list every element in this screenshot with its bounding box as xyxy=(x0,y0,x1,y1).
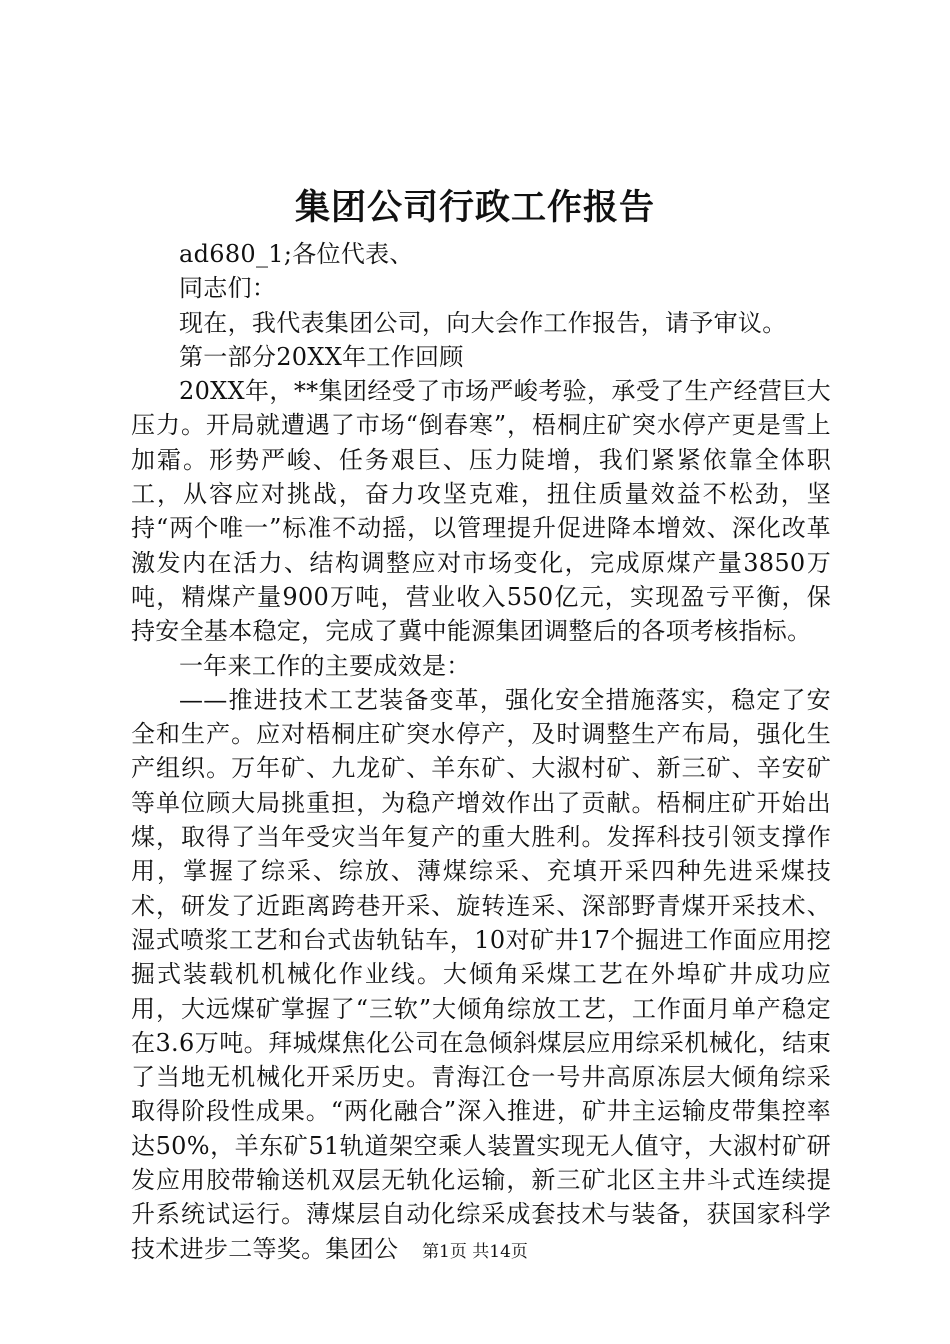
greeting-line: 同志们： xyxy=(179,274,277,303)
body-paragraph: 现在，我代表集团公司，向大会作工作报告，请予审议。 xyxy=(179,308,787,337)
document-title: 集团公司行政工作报告 xyxy=(294,188,655,228)
page-number-footer: 第1页 共14页 xyxy=(422,1242,528,1262)
document-body xyxy=(131,237,831,1266)
section-heading: 第一部分20XX年工作回顾 xyxy=(179,342,464,371)
body-paragraph: ——推进技术工艺装备变革，强化安全措施落实，稳定了安全和生产。应对梧桐庄矿突水停产，及时调整生产布局，强化生产组织。万年矿、九龙矿、羊东矿、大淑村矿、新三矿、辛安矿等单位顾大局挑重担，为稳产增效作出了贡献。梧桐庄矿开始出煤，取得了当年受灾当年复产的重大胜利。发挥科技引领支撑作用，掌握了综采、综放、薄煤综采、充填开采四种先进采煤技术，研发了近距离跨巷开采、旋转连采、深部野青煤开采技术、湿式喷浆工艺和台式齿轨钻车，10对矿井17个掘进工作面应用挖掘式装载机机械化作业线。大倾角采煤工艺在外埠矿井成功应用，大远煤矿掌握了“三软”大倾角综放工艺，工作面月单产稳定在3.6万吨。拜城煤焦化公司在急倾斜煤层应用综采机械化，结束了当地无机械化开采历史。青海江仓一号井高原冻层大倾角综采取得阶段性成果。“两化融合”深入推进，矿井主运输皮带集控率达50%，羊东矿51轨道架空乘人装置实现无人值守，大淑村矿研发应用胶带输送机双层无轨化运输，新三矿北区主井斗式连续提升系统试运行。薄煤层自动化综采成套技术与装备，获国家科学技术进步二等奖。集团公 xyxy=(131,685,831,1263)
body-paragraph: 一年来工作的主要成效是： xyxy=(179,651,471,680)
greeting-line: ad680_1;各位代表、 xyxy=(179,240,414,268)
body-paragraph: 20XX年，**集团经受了市场严峻考验，承受了生产经营巨大压力。开局就遭遇了市场“倒春寒”，梧桐庄矿突水停产更是雪上加霜。形势严峻、任务艰巨、压力陡增，我们紧紧依靠全体职工，从容应对挑战，奋力攻坚克难，扭住质量效益不松劲，坚持“两个唯一”标准不动摇，以管理提升促进降本增效、深化改革激发内在活力、结构调整应对市场变化，完成原煤产量3850万吨，精煤产量900万吨，营业收入550亿元，实现盈亏平衡，保持安全基本稳定，完成了冀中能源集团调整后的各项考核指标。 xyxy=(131,377,831,646)
